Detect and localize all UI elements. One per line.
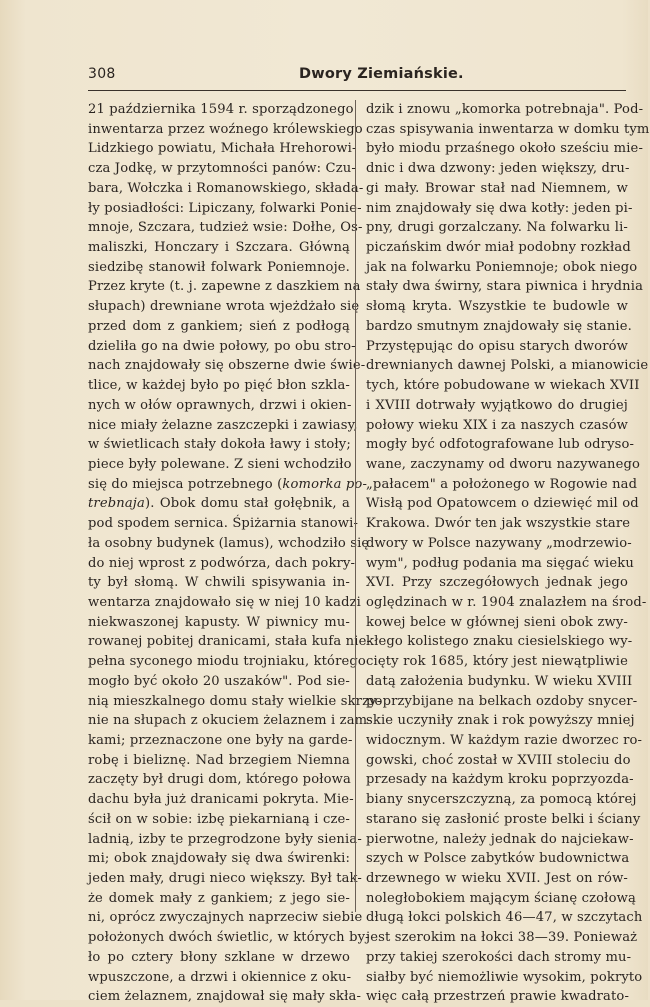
text-line: ła osobny budynek (lamus), wchodziło się [88, 535, 370, 551]
text-line: niekwaszonej kapusty. W piwnicy mu- [88, 614, 350, 630]
page-header [88, 64, 626, 88]
text-line: i XVIII dotrwały wyjątkowo do drugiej [366, 397, 628, 413]
column-divider [355, 100, 356, 912]
text-line: wpuszczone, a drzwi i okiennice z oku- [88, 969, 352, 985]
text-line: XVI. Przy szczegółowych jednak jego [366, 575, 628, 591]
text-line: ladnią, izby te przegrodzone były sienia- [88, 831, 362, 847]
text-line: w świetlicach stały dokoła ławy i stoły; [88, 437, 351, 453]
text-line: nim znajdowały się dwa kotły: jeden pi- [366, 200, 633, 216]
text-line: przesady na każdym kroku poprzyozda- [366, 772, 634, 788]
text-line: gi mały. Browar stał nad Niemnem, w [366, 180, 628, 196]
text-line: długą łokci polskich 46—47, w szczytach [366, 910, 643, 926]
text-line: cięty rok 1685, który jest niewątpliwie [366, 654, 628, 670]
text-line: piczańskim dwór miał podobny rozkład [366, 240, 631, 256]
text-line: maliszki, Honczary i Szczara. Główną [88, 240, 350, 256]
text-line: jak na folwarku Poniemnoje; obok niego [366, 259, 638, 275]
text-line: „pałacem" a położonego w Rogowie nad [366, 476, 638, 492]
text-line: jeden mały, drugi nieco większy. Był tak- [88, 871, 362, 887]
text-line: że domek mały z gankiem; z jego sie- [88, 890, 350, 906]
text-line: dnic i dwa dzwony: jeden większy, dru- [366, 161, 630, 177]
text-line: zaczęty był drugi dom, którego połowa [88, 772, 351, 788]
text-line: kowej belce w głównej sieni obok zwy- [366, 614, 628, 630]
text-line: połowy wieku XIX i za naszych czasów [366, 417, 628, 433]
text-line: siedzibę stanowił folwark Poniemnoje. [88, 259, 350, 275]
text-line: mnoje, Szczara, tudzież wsie: Dołhe, Os- [88, 220, 363, 236]
text-line: było miodu przaśnego około sześciu mie- [366, 141, 644, 157]
header-rule [88, 90, 626, 91]
text-line: dzieliła go na dwie połowy, po obu stro- [88, 338, 356, 354]
text-line: drewnianych dawnej Polski, a mianowicie [366, 358, 649, 374]
text-line: ły posiadłości: Lipiczany, folwarki Ponie- [88, 200, 362, 216]
text-line: trebnaja). Obok domu stał gołębnik, a [88, 496, 350, 512]
text-line: wym", podług podania ma sięgać wieku [366, 555, 634, 571]
text-line: tlice, w każdej było po pięć błon szkla- [88, 378, 350, 394]
text-line: ciem żelaznem, znajdował się mały skła- [88, 989, 362, 1005]
text-line: Lidzkiego powiatu, Michała Hrehorowi- [88, 141, 357, 157]
text-line: się do miejsca potrzebnego (komorka po- [88, 476, 368, 492]
text-line: 21 października 1594 r. sporządzonego [88, 102, 354, 117]
text-line: nie na słupach z okuciem żelaznem i zam- [88, 713, 372, 729]
text-line: piece były polewane. Z sieni wchodziło [88, 456, 352, 472]
text-line: ło po cztery błony szklane w drzewo [88, 949, 350, 965]
text-line: nych w ołów oprawnych, drzwi i okien- [88, 397, 352, 413]
text-line: słupach) drewniane wrota wjeżdżało się [88, 299, 360, 315]
text-line: siałby być niemożliwie wysokim, pokryto [366, 969, 643, 985]
text-line: słomą kryta. Wszystkie te budowle w [366, 299, 628, 315]
text-line: biany snycerszczyzną, za pomocą której [366, 792, 637, 808]
text-line: dachu była już dranicami pokryta. Mie- [88, 792, 354, 808]
text-line: stały dwa świrny, stara piwnica i hrydnia [366, 279, 644, 295]
text-line: ty był słomą. W chwili spisywania in- [88, 575, 350, 591]
text-line: Przystępując do opisu starych dworów [366, 338, 628, 354]
text-line: do niej wprost z podwórza, dach pokry- [88, 555, 356, 571]
text-line: tych, które pobudowane w wiekach XVII [366, 378, 640, 394]
text-line: ni, oprócz zwyczajnych naprzeciw siebie [88, 910, 363, 926]
text-line: cza Jodkę, w przytomności panów: Czu- [88, 161, 356, 177]
text-line: mogło być około 20 uszaków". Pod sie- [88, 673, 350, 689]
text-line: rowanej pobitej dranicami, stała kufa nie- [88, 634, 372, 650]
right-text-column [366, 100, 650, 1007]
text-line: dzik i znowu „komorka potrebnaja". Pod- [366, 102, 644, 117]
text-line: Przez kryte (t. j. zapewne z daszkiem na [88, 279, 361, 295]
text-line: mogły być odfotografowane lub odryso- [366, 437, 635, 453]
text-line: skie uczyniły znak i rok powyższy mniej [366, 713, 635, 729]
text-line: mi; obok znajdowały się dwa świrenki: [88, 851, 350, 867]
text-line: starano się zasłonić proste belki i ściany [366, 811, 641, 827]
text-line: oględzinach w r. 1904 znalazłem na środ- [366, 594, 647, 610]
text-line: nach znajdowały się obszerne dwie świe- [88, 358, 366, 374]
text-line: Krakowa. Dwór ten jak wszystkie stare [366, 516, 631, 532]
text-line: pny, drugi gorzalczany. Na folwarku li- [366, 220, 628, 236]
text-line: ścił on w sobie: izbę piekarnianą i cze- [88, 811, 350, 827]
text-line: bardzo smutnym znajdowały się stanie. [366, 318, 632, 334]
text-line: kłego kolistego znaku ciesielskiego wy- [366, 634, 633, 650]
text-line: inwentarza przez woźnego królewskiego [88, 121, 363, 137]
text-line: kami; przeznaczone one były na garde- [88, 733, 353, 748]
page-number: 308 [88, 66, 116, 82]
text-line: nią mieszkalnego domu stały wielkie skrzy- [88, 693, 382, 709]
text-line: szych w Polsce zabytków budownictwa [366, 851, 630, 867]
text-line: datą założenia budynku. W wieku XVIII [366, 673, 633, 689]
text-line: widocznym. W każdym razie dworzec ro- [366, 733, 643, 748]
text-line: czas spisywania inwentarza w domku tym [366, 121, 650, 137]
text-line: pierwotne, należy jednak do najciekaw- [366, 831, 634, 847]
text-line: pod spodem sernica. Śpiżarnia stanowi- [88, 516, 359, 532]
text-line: poprzybijane na belkach ozdoby snycer- [366, 693, 638, 709]
text-line: Wisłą pod Opatowcem o dziewięć mil od [366, 496, 639, 512]
text-line: pełna syconego miodu trojniaku, którego [88, 654, 366, 670]
text-line: wane, zaczynamy od dworu nazywanego [366, 456, 641, 472]
text-line: więc całą przestrzeń prawie kwadrato- [366, 989, 630, 1005]
text-line: nice miały żelazne zaszczepki i zawiasy, [88, 417, 358, 433]
text-line: robę i bieliznę. Nad brzegiem Niemna [88, 752, 350, 768]
text-line: położonych dwóch świetlic, w których by- [88, 930, 370, 946]
text-line: gowski, choć został w XVIII stoleciu do [366, 752, 631, 768]
text-line: bara, Wołczka i Romanowskiego, składa- [88, 180, 364, 196]
text-line: dwory w Polsce nazywany „modrzewio- [366, 535, 632, 551]
text-line: drzewnego w wieku XVII. Jest on rów- [366, 871, 628, 887]
text-line: przy takiej szerokości dach stromy mu- [366, 949, 632, 965]
running-title: Dwory Ziemiańskie. [299, 66, 464, 82]
text-line: wentarza znajdowało się w niej 10 kadzi [88, 594, 362, 610]
left-text-column [88, 100, 382, 1007]
text-line: jest szerokim na łokci 38—39. Ponieważ [366, 930, 638, 946]
text-line: przed dom z gankiem; sień z podłogą [88, 318, 350, 334]
text-line: noległobokiem mającym ścianę czołową [366, 890, 636, 906]
